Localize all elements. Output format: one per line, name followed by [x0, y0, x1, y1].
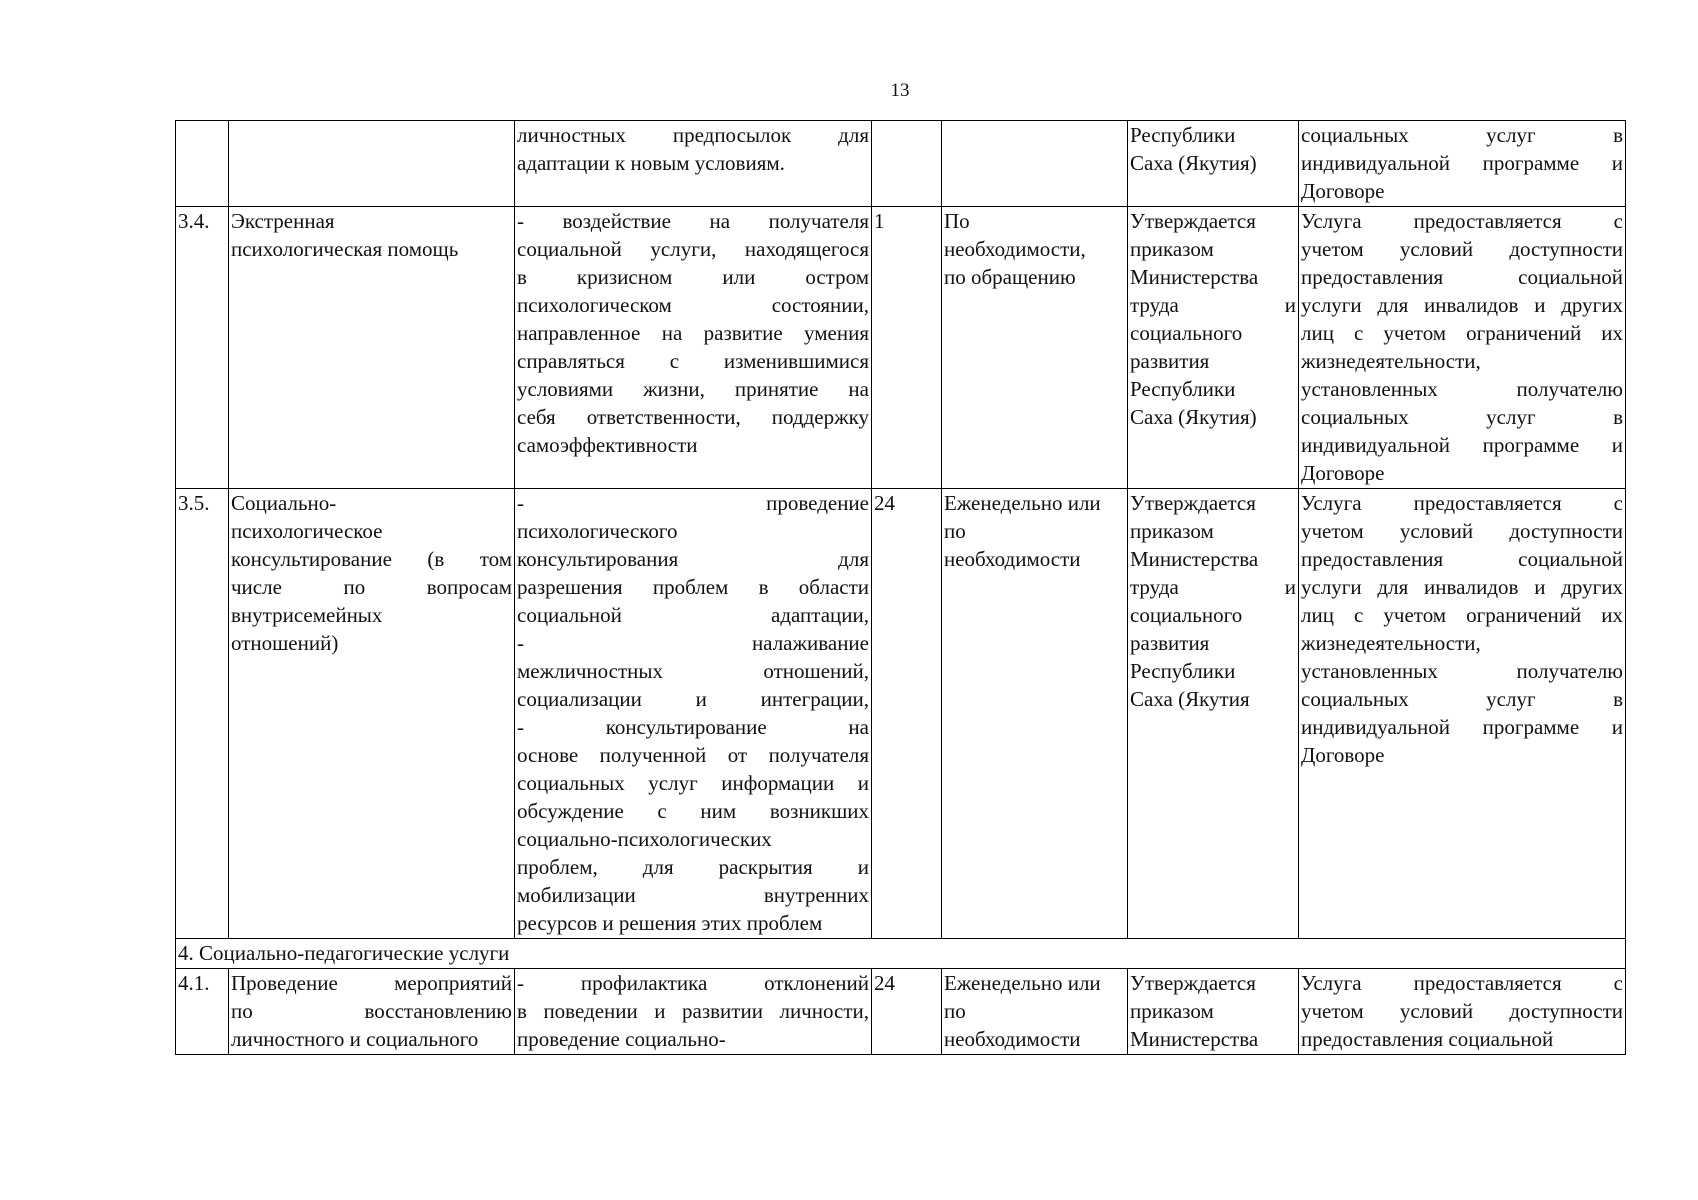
service-name-cell-line: психологическое	[231, 519, 383, 543]
service-name-cell	[229, 207, 515, 489]
row-number-cell: 3.5.	[176, 489, 229, 939]
service-content-cell-line: социальной адаптации,	[517, 603, 869, 627]
frequency-cell	[942, 121, 1128, 207]
service-content-cell-line: личностных предпосылок для	[517, 123, 869, 147]
service-content-cell-line: адаптации к новым условиям.	[517, 151, 785, 175]
conditions-cell-line: Услуга предоставляется с	[1301, 491, 1623, 515]
service-name-cell	[229, 121, 515, 207]
service-name-cell	[229, 489, 515, 939]
conditions-cell-line: услуги для инвалидов и других	[1301, 575, 1623, 599]
approval-cell-line: приказом	[1130, 237, 1214, 261]
service-content-cell-line: - консультирование на	[517, 715, 869, 739]
service-content-cell	[515, 121, 872, 207]
frequency-cell-line: Еженедельно или	[944, 491, 1101, 515]
frequency-cell-line: по	[944, 999, 966, 1023]
approval-cell	[1128, 207, 1299, 489]
conditions-cell	[1299, 489, 1626, 939]
section-heading-row	[176, 939, 1626, 969]
conditions-cell-line: учетом условий доступности	[1301, 237, 1623, 261]
service-name-cell-line: внутрисемейных	[231, 603, 383, 627]
frequency-cell-line: Еженедельно или	[944, 971, 1101, 995]
conditions-cell-line: установленных получателю	[1301, 659, 1623, 683]
frequency-cell	[942, 969, 1128, 1055]
service-content-cell	[515, 969, 872, 1055]
approval-cell-line: приказом	[1130, 519, 1214, 543]
approval-cell-line: Саха (Якутия)	[1130, 405, 1257, 429]
approval-cell-line: социального	[1130, 603, 1243, 627]
conditions-cell-line: предоставления социальной	[1301, 265, 1623, 289]
approval-cell-line: Республики	[1130, 659, 1236, 683]
row-number-cell	[176, 121, 229, 207]
approval-cell-line: Утверждается	[1130, 491, 1256, 515]
volume-cell	[872, 121, 942, 207]
service-content-cell-line: межличностных отношений,	[517, 659, 869, 683]
conditions-cell	[1299, 969, 1626, 1055]
service-name-cell	[229, 969, 515, 1055]
conditions-cell-line: Договоре	[1301, 461, 1385, 485]
conditions-cell-line: социальных услуг в	[1301, 687, 1623, 711]
approval-cell-line: Министерства	[1130, 547, 1259, 571]
approval-cell-line: приказом	[1130, 999, 1214, 1023]
service-name-cell-line: Социально-	[231, 491, 337, 515]
service-name-cell-line: Экстренная	[231, 209, 335, 233]
conditions-cell-line: предоставления социальной	[1301, 547, 1623, 571]
approval-cell-line: труда и	[1130, 293, 1296, 317]
service-content-cell-line: направленное на развитие умения	[517, 321, 869, 345]
approval-cell-line: Республики	[1130, 377, 1236, 401]
approval-cell-line: Министерства	[1130, 265, 1259, 289]
service-content-cell-line: - профилактика отклонений	[517, 971, 869, 995]
approval-cell	[1128, 969, 1299, 1055]
service-content-cell-line: - проведение	[517, 491, 869, 515]
conditions-cell-line: жизнедеятельности,	[1301, 631, 1481, 655]
approval-cell-line: Утверждается	[1130, 971, 1256, 995]
approval-cell-line: Министерства	[1130, 1027, 1259, 1051]
page-number: 13	[890, 80, 910, 101]
service-content-cell-line: социализации и интеграции,	[517, 687, 869, 711]
volume-cell: 1	[872, 207, 942, 489]
conditions-cell-line: индивидуальной программе и	[1301, 433, 1623, 457]
service-content-cell-line: социально-психологических	[517, 827, 772, 851]
service-content-cell-line: ресурсов и решения этих проблем	[517, 911, 823, 935]
service-name-cell-line: консультирование (в том	[231, 547, 512, 571]
conditions-cell-line: учетом условий доступности	[1301, 999, 1623, 1023]
service-content-cell-line: самоэффективности	[517, 433, 698, 457]
approval-cell-line: Республики	[1130, 123, 1236, 147]
approval-cell	[1128, 489, 1299, 939]
volume-cell: 24	[872, 489, 942, 939]
approval-cell-line: Саха (Якутия	[1130, 687, 1250, 711]
frequency-cell-line: необходимости	[944, 1027, 1081, 1051]
conditions-cell-line: учетом условий доступности	[1301, 519, 1623, 543]
service-content-cell-line: социальных услуг информации и	[517, 771, 869, 795]
service-content-cell-line: психологического	[517, 519, 678, 543]
service-content-cell-line: проведение социально-	[517, 1027, 726, 1051]
conditions-cell-line: Договоре	[1301, 743, 1385, 767]
service-content-cell	[515, 489, 872, 939]
service-content-cell-line: консультирования для	[517, 547, 869, 571]
service-content-cell-line: в поведении и развитии личности,	[517, 999, 869, 1023]
service-content-cell-line: себя ответственности, поддержку	[517, 405, 869, 429]
service-name-cell-line: по восстановлению	[231, 999, 512, 1023]
service-content-cell-line: проблем, для раскрытия и	[517, 855, 869, 879]
service-content-cell-line: условиями жизни, принятие на	[517, 377, 869, 401]
conditions-cell-line: социальных услуг в	[1301, 405, 1623, 429]
approval-cell-line: социального	[1130, 321, 1243, 345]
service-content-cell-line: - воздействие на получателя	[517, 209, 869, 233]
service-name-cell-line: Проведение мероприятий	[231, 971, 512, 995]
conditions-cell-line: индивидуальной программе и	[1301, 151, 1623, 175]
approval-cell	[1128, 121, 1299, 207]
frequency-cell-line: необходимости	[944, 547, 1081, 571]
frequency-cell-line: По	[944, 209, 970, 233]
frequency-cell-line: необходимости,	[944, 237, 1086, 261]
service-content-cell-line: справляться с изменившимися	[517, 349, 869, 373]
conditions-cell-line: услуги для инвалидов и других	[1301, 293, 1623, 317]
service-content-cell-line: разрешения проблем в области	[517, 575, 869, 599]
frequency-cell-line: по	[944, 519, 966, 543]
row-number-cell: 4.1.	[176, 969, 229, 1055]
approval-cell-line: труда и	[1130, 575, 1296, 599]
service-content-cell-line: обсуждение с ним возникших	[517, 799, 869, 823]
conditions-cell-line: установленных получателю	[1301, 377, 1623, 401]
frequency-cell-line: по обращению	[944, 265, 1076, 289]
table-row	[176, 207, 1626, 489]
services-table	[175, 120, 1626, 1055]
service-content-cell-line: основе полученной от получателя	[517, 743, 869, 767]
service-name-cell-line: личностного и социального	[231, 1027, 479, 1051]
section-title: 4. Социально-педагогические услуги	[176, 939, 1626, 969]
frequency-cell	[942, 489, 1128, 939]
service-name-cell-line: отношений)	[231, 631, 339, 655]
approval-cell-line: Утверждается	[1130, 209, 1256, 233]
service-content-cell-line: мобилизации внутренних	[517, 883, 869, 907]
approval-cell-line: Саха (Якутия)	[1130, 151, 1257, 175]
table-row	[176, 969, 1626, 1055]
conditions-cell-line: индивидуальной программе и	[1301, 715, 1623, 739]
service-name-cell-line: психологическая помощь	[231, 237, 459, 261]
frequency-cell	[942, 207, 1128, 489]
conditions-cell	[1299, 121, 1626, 207]
conditions-cell-line: социальных услуг в	[1301, 123, 1623, 147]
table-row	[176, 121, 1626, 207]
conditions-cell-line: Услуга предоставляется с	[1301, 209, 1623, 233]
conditions-cell	[1299, 207, 1626, 489]
service-content-cell-line: в кризисном или остром	[517, 265, 869, 289]
conditions-cell-line: предоставления социальной	[1301, 1027, 1554, 1051]
service-name-cell-line: числе по вопросам	[231, 575, 512, 599]
approval-cell-line: развития	[1130, 349, 1210, 373]
service-content-cell	[515, 207, 872, 489]
table-row	[176, 489, 1626, 939]
conditions-cell-line: Услуга предоставляется с	[1301, 971, 1623, 995]
service-content-cell-line: психологическом состоянии,	[517, 293, 869, 317]
service-content-cell-line: социальной услуги, находящегося	[517, 237, 869, 261]
volume-cell: 24	[872, 969, 942, 1055]
conditions-cell-line: жизнедеятельности,	[1301, 349, 1481, 373]
conditions-cell-line: Договоре	[1301, 179, 1385, 203]
conditions-cell-line: лиц с учетом ограничений их	[1301, 603, 1623, 627]
conditions-cell-line: лиц с учетом ограничений их	[1301, 321, 1623, 345]
row-number-cell: 3.4.	[176, 207, 229, 489]
approval-cell-line: развития	[1130, 631, 1210, 655]
service-content-cell-line: - налаживание	[517, 631, 869, 655]
